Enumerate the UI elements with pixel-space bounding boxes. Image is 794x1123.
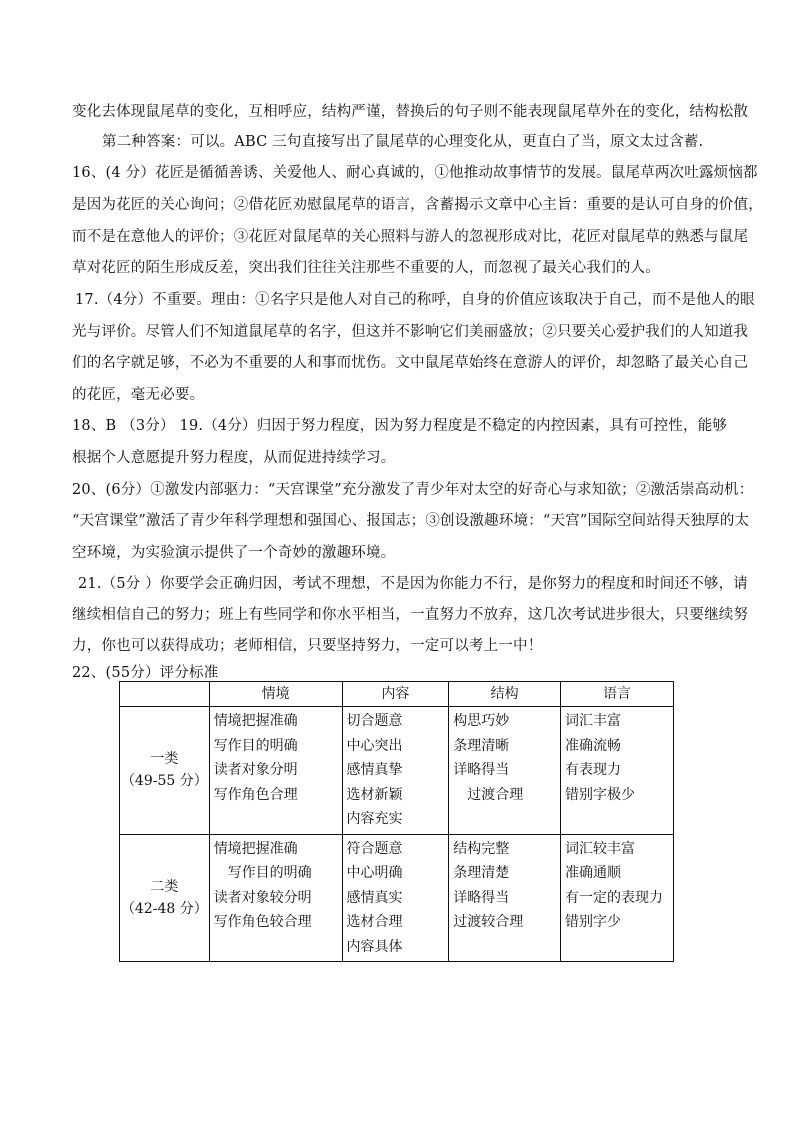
q17-line-3: 们的名字就足够，不必为不重要的人和事而忧伤。文中鼠尾草始终在意游人的评价，却忽略了最关心自己 — [72, 355, 749, 371]
rubric-criterion: 写作目的明确 — [227, 865, 312, 881]
rubric-criterion: 选材新颖 — [346, 786, 403, 803]
rubric-criterion: 情境把握准确 — [213, 840, 298, 857]
rubric-category-range: （49-55 分） — [120, 773, 208, 790]
rubric-criterion: 条理清晰 — [453, 737, 510, 754]
q17-line-2: 光与评价。尽管人们不知道鼠尾草的名字，但这并不影响它们美丽盛放；②只要关心爱护我们的人知道我 — [72, 324, 749, 340]
rubric-category-label: 二类 — [150, 878, 179, 895]
q16-line-3: 而不是在意他人的评价；③花匠对鼠尾草的关心照料与游人的忽视形成对比，花匠对鼠尾草的熟悉与鼠尾 — [72, 229, 749, 245]
rubric-criterion: 感情真挚 — [346, 762, 403, 778]
q21-line-2: 继续相信自己的努力；班上有些同学和你水平相当，一直努力不放弃，这几次考试进步很大，只要继续努 — [72, 607, 749, 623]
rubric-header-blank — [120, 682, 210, 707]
rubric-language-cell — [561, 834, 674, 962]
rubric-criterion: 词汇丰富 — [565, 713, 622, 729]
q18-19-line-1: 18、B （3分） 19.（4分）归因于努力程度，因为努力程度是不稳定的内控因素，具有可控性，能够 — [72, 418, 728, 434]
rubric-criterion: 过渡合理 — [467, 786, 524, 803]
rubric-criterion: 条理清楚 — [453, 865, 510, 881]
rubric-criterion: 写作角色较合理 — [213, 914, 312, 930]
q16-line-1: 16、(4 分）花匠是循循善诱、关爱他人、耐心真诚的，①他推动故事情节的发展。鼠尾草两次吐露烦恼都 — [72, 165, 758, 181]
rubric-scene-cell — [209, 834, 342, 962]
rubric-criterion: 切合题意 — [346, 713, 403, 729]
rubric-header-language: 语言 — [561, 682, 674, 707]
rubric-criterion: 构思巧妙 — [453, 713, 510, 729]
rubric-header-scene: 情境 — [209, 682, 342, 707]
rubric-row-class-1 — [120, 707, 674, 835]
rubric-criterion: 读者对象较分明 — [213, 889, 312, 906]
rubric-criterion: 过渡较合理 — [453, 914, 524, 930]
rubric-criterion: 错别字极少 — [565, 786, 636, 803]
q17-line-4: 的花匠，毫无必要。 — [72, 387, 205, 403]
rubric-header-content: 内容 — [342, 682, 449, 707]
paragraph-q15-second-answer: 第二种答案：可以。ABC 三句直接写出了鼠尾草的心理变化从，更直白了当，原文太过含蓄. — [102, 134, 704, 150]
rubric-row-class-2 — [120, 834, 674, 962]
rubric-category-range: （42-48 分） — [120, 900, 208, 917]
q22-title: 22、(55分）评分标准 — [72, 665, 219, 681]
q16-line-4: 草对花匠的陌生形成反差，突出我们往往关注那些不重要的人，而忽视了最关心我们的人。 — [72, 260, 660, 276]
rubric-category-label: 一类 — [150, 751, 179, 768]
rubric-scene-cell — [209, 707, 342, 835]
q21-line-3: 力，你也可以获得成功；老师相信，只要坚持努力，一定可以考上一中！ — [72, 638, 543, 654]
rubric-criterion: 中心突出 — [346, 737, 403, 754]
rubric-criterion: 写作目的明确 — [213, 737, 298, 754]
rubric-criterion: 情境把握准确 — [213, 713, 298, 729]
rubric-criterion: 词汇较丰富 — [565, 840, 636, 857]
rubric-content-cell — [342, 834, 449, 962]
rubric-category-cell — [120, 707, 210, 835]
rubric-criterion: 写作角色合理 — [213, 786, 298, 803]
q21-line-1: 21.（5分 ）你要学会正确归因，考试不理想，不是因为你能力不行，是你努力的程度和时间还不够，请 — [78, 576, 748, 592]
rubric-criterion: 准确流畅 — [565, 737, 622, 754]
rubric-header-row — [120, 682, 674, 707]
rubric-criterion: 内容充实 — [346, 811, 403, 827]
rubric-structure-cell — [449, 707, 561, 835]
rubric-criterion: 中心明确 — [346, 865, 403, 881]
rubric-header-structure: 结构 — [449, 682, 561, 707]
q17-line-1: 17.（4分）不重要。理由：①名字只是他人对自己的称呼，自身的价值应该取决于自己，而不是他人的眼 — [75, 292, 755, 308]
rubric-structure-cell — [449, 834, 561, 962]
paragraph-q15-continued: 变化去体现鼠尾草的变化，互相呼应，结构严谨，替换后的句子则不能表现鼠尾草外在的变化，结构松散 — [72, 104, 749, 120]
rubric-criterion: 结构完整 — [453, 840, 510, 857]
q18-19-line-2: 根据个人意愿提升努力程度，从而促进持续学习。 — [72, 450, 396, 466]
rubric-criterion: 内容具体 — [346, 938, 403, 955]
rubric-criterion: 有一定的表现力 — [565, 889, 664, 906]
q20-line-1: 20、(6分）①激发内部驱力：“天宫课堂”充分激发了青少年对太空的好奇心与求知欲；②激活崇高动机： — [72, 482, 754, 498]
rubric-criterion: 错别字少 — [565, 914, 622, 930]
rubric-criterion: 详略得当 — [453, 889, 510, 906]
rubric-criterion: 详略得当 — [453, 762, 510, 778]
rubric-language-cell — [561, 707, 674, 835]
rubric-criterion: 符合题意 — [346, 840, 403, 857]
rubric-criterion: 感情真实 — [346, 889, 403, 906]
rubric-content-cell — [342, 707, 449, 835]
rubric-criterion: 读者对象分明 — [213, 762, 298, 778]
scoring-rubric-table — [119, 681, 674, 962]
q20-line-2: “天宫课堂”激活了青少年科学理想和强国心、报国志；③创设激趣环境：“天宫”国际空间站得天独厚的太 — [72, 513, 750, 529]
rubric-category-cell — [120, 834, 210, 962]
q16-line-2: 是因为花匠的关心询问；②借花匠劝慰鼠尾草的语言，含蓄揭示文章中心主旨：重要的是认可自身的价值， — [72, 197, 763, 213]
q20-line-3: 空环境，为实验演示提供了一个奇妙的激趣环境。 — [72, 545, 396, 561]
rubric-criterion: 选材合理 — [346, 914, 403, 930]
rubric-criterion: 有表现力 — [565, 762, 622, 778]
rubric-criterion: 准确通顺 — [565, 865, 622, 881]
